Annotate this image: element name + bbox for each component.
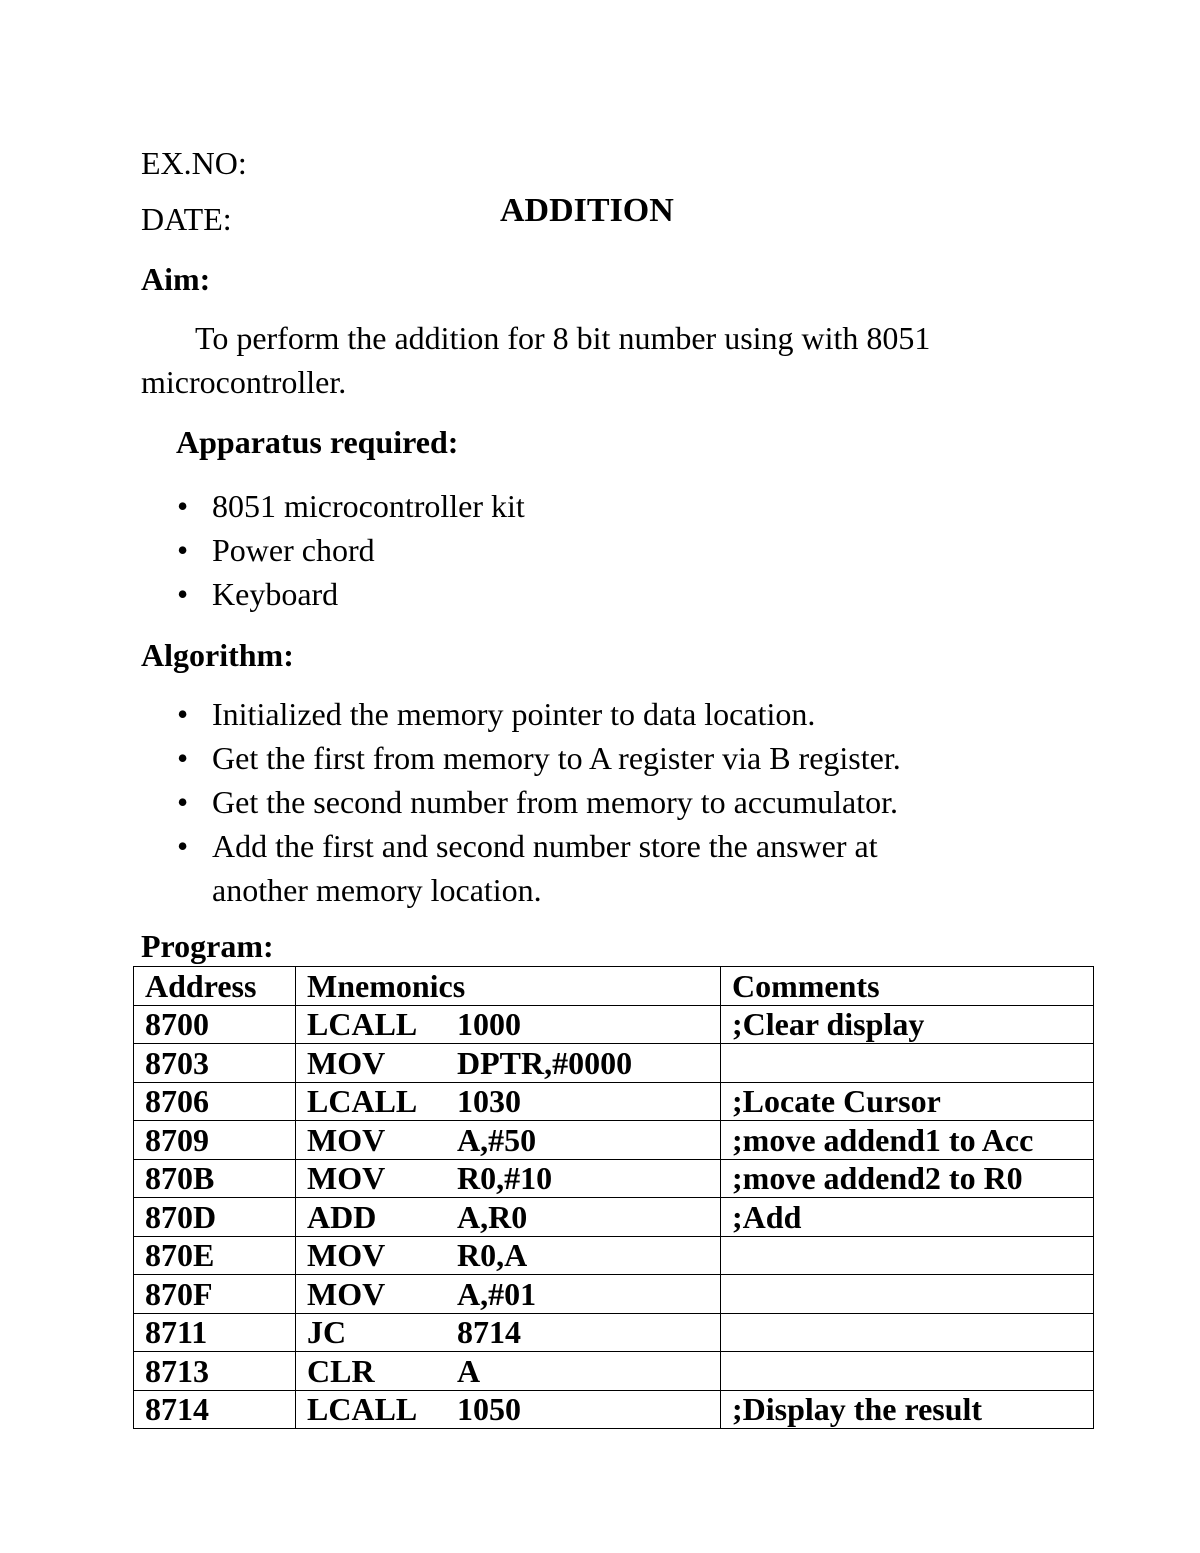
opcode: MOV	[307, 1275, 386, 1312]
list-item: • Get the second number from memory to accumulator.	[176, 780, 932, 824]
address-cell: 870B	[134, 1159, 296, 1198]
operand: R0,A	[457, 1237, 528, 1274]
bullet-icon: •	[177, 696, 189, 732]
table-row	[134, 1121, 1094, 1160]
aim-heading: Aim:	[141, 261, 211, 297]
column-header-address: Address	[134, 967, 296, 1006]
address-cell: 870E	[134, 1236, 296, 1275]
column-header-mnemonics: Mnemonics	[296, 967, 721, 1006]
operand: 1050	[457, 1391, 521, 1428]
address-cell: 8711	[134, 1313, 296, 1352]
operand: A	[457, 1352, 481, 1389]
algorithm-list	[176, 692, 932, 912]
comment-cell	[721, 1352, 1094, 1391]
bullet-icon: •	[177, 488, 189, 524]
bullet-icon: •	[177, 576, 189, 612]
table-header-row	[134, 967, 1094, 1006]
bullet-icon: •	[177, 828, 189, 864]
address-cell: 8700	[134, 1005, 296, 1044]
operand: DPTR,#0000	[457, 1044, 633, 1081]
opcode: MOV	[307, 1160, 386, 1197]
algorithm-heading: Algorithm:	[141, 637, 294, 673]
comment-cell: ;Clear display	[721, 1005, 1094, 1044]
comment-cell	[721, 1044, 1094, 1083]
opcode: MOV	[307, 1121, 386, 1158]
address-cell: 8709	[134, 1121, 296, 1160]
opcode: LCALL	[307, 1006, 418, 1043]
opcode: MOV	[307, 1044, 386, 1081]
ex-no-label: EX.NO:	[141, 145, 247, 181]
operand: 1000	[457, 1006, 521, 1043]
table-row	[134, 1352, 1094, 1391]
operand: 8714	[457, 1314, 521, 1351]
bullet-icon: •	[177, 784, 189, 820]
bullet-icon: •	[177, 532, 189, 568]
comment-cell	[721, 1275, 1094, 1314]
mnemonic-cell	[296, 1352, 721, 1391]
address-cell: 8706	[134, 1082, 296, 1121]
mnemonic-cell	[296, 1275, 721, 1314]
mnemonic-cell	[296, 1313, 721, 1352]
table-row	[134, 1044, 1094, 1083]
operand: A,#50	[457, 1121, 537, 1158]
list-item: • 8051 microcontroller kit	[176, 484, 525, 528]
opcode: CLR	[307, 1352, 375, 1389]
apparatus-list	[176, 484, 525, 616]
aim-text-line-1: To perform the addition for 8 bit number using with 8051	[195, 320, 931, 356]
program-table	[133, 966, 1094, 1429]
mnemonic-cell	[296, 1044, 721, 1083]
comment-cell: ;move addend2 to R0	[721, 1159, 1094, 1198]
address-cell: 8703	[134, 1044, 296, 1083]
opcode: ADD	[307, 1198, 377, 1235]
table-row	[134, 1159, 1094, 1198]
comment-cell: ;move addend1 to Acc	[721, 1121, 1094, 1160]
table-row	[134, 1275, 1094, 1314]
operand: R0,#10	[457, 1160, 553, 1197]
table-row	[134, 1005, 1094, 1044]
mnemonic-cell	[296, 1082, 721, 1121]
address-cell: 8713	[134, 1352, 296, 1391]
address-cell: 8714	[134, 1390, 296, 1429]
list-item: • Get the first from memory to A register via B register.	[176, 736, 932, 780]
mnemonic-cell	[296, 1390, 721, 1429]
comment-cell: ;Add	[721, 1198, 1094, 1237]
comment-cell	[721, 1313, 1094, 1352]
mnemonic-cell	[296, 1121, 721, 1160]
comment-cell	[721, 1236, 1094, 1275]
table-row	[134, 1198, 1094, 1237]
comment-cell: ;Display the result	[721, 1390, 1094, 1429]
opcode: LCALL	[307, 1391, 418, 1428]
table-row	[134, 1313, 1094, 1352]
apparatus-heading: Apparatus required:	[176, 424, 459, 460]
mnemonic-cell	[296, 1236, 721, 1275]
operand: 1030	[457, 1083, 521, 1120]
operand: A,#01	[457, 1275, 537, 1312]
aim-text-line-2: microcontroller.	[141, 364, 347, 400]
table-row	[134, 1390, 1094, 1429]
address-cell: 870D	[134, 1198, 296, 1237]
list-item: • Keyboard	[176, 572, 525, 616]
table-row	[134, 1082, 1094, 1121]
bullet-icon: •	[177, 740, 189, 776]
list-item: • Power chord	[176, 528, 525, 572]
page-title: ADDITION	[500, 192, 674, 229]
opcode: JC	[307, 1314, 347, 1351]
list-item: • Initialized the memory pointer to data location.	[176, 692, 932, 736]
address-cell: 870F	[134, 1275, 296, 1314]
comment-cell: ;Locate Cursor	[721, 1082, 1094, 1121]
mnemonic-cell	[296, 1198, 721, 1237]
opcode: MOV	[307, 1237, 386, 1274]
mnemonic-cell	[296, 1159, 721, 1198]
program-heading: Program:	[141, 928, 274, 964]
column-header-comments: Comments	[721, 967, 1094, 1006]
list-item: • Add the first and second number store the answer at another memory location.	[176, 824, 932, 912]
operand: A,R0	[457, 1198, 528, 1235]
opcode: LCALL	[307, 1083, 418, 1120]
table-row	[134, 1236, 1094, 1275]
mnemonic-cell	[296, 1005, 721, 1044]
date-label: DATE:	[141, 201, 232, 237]
